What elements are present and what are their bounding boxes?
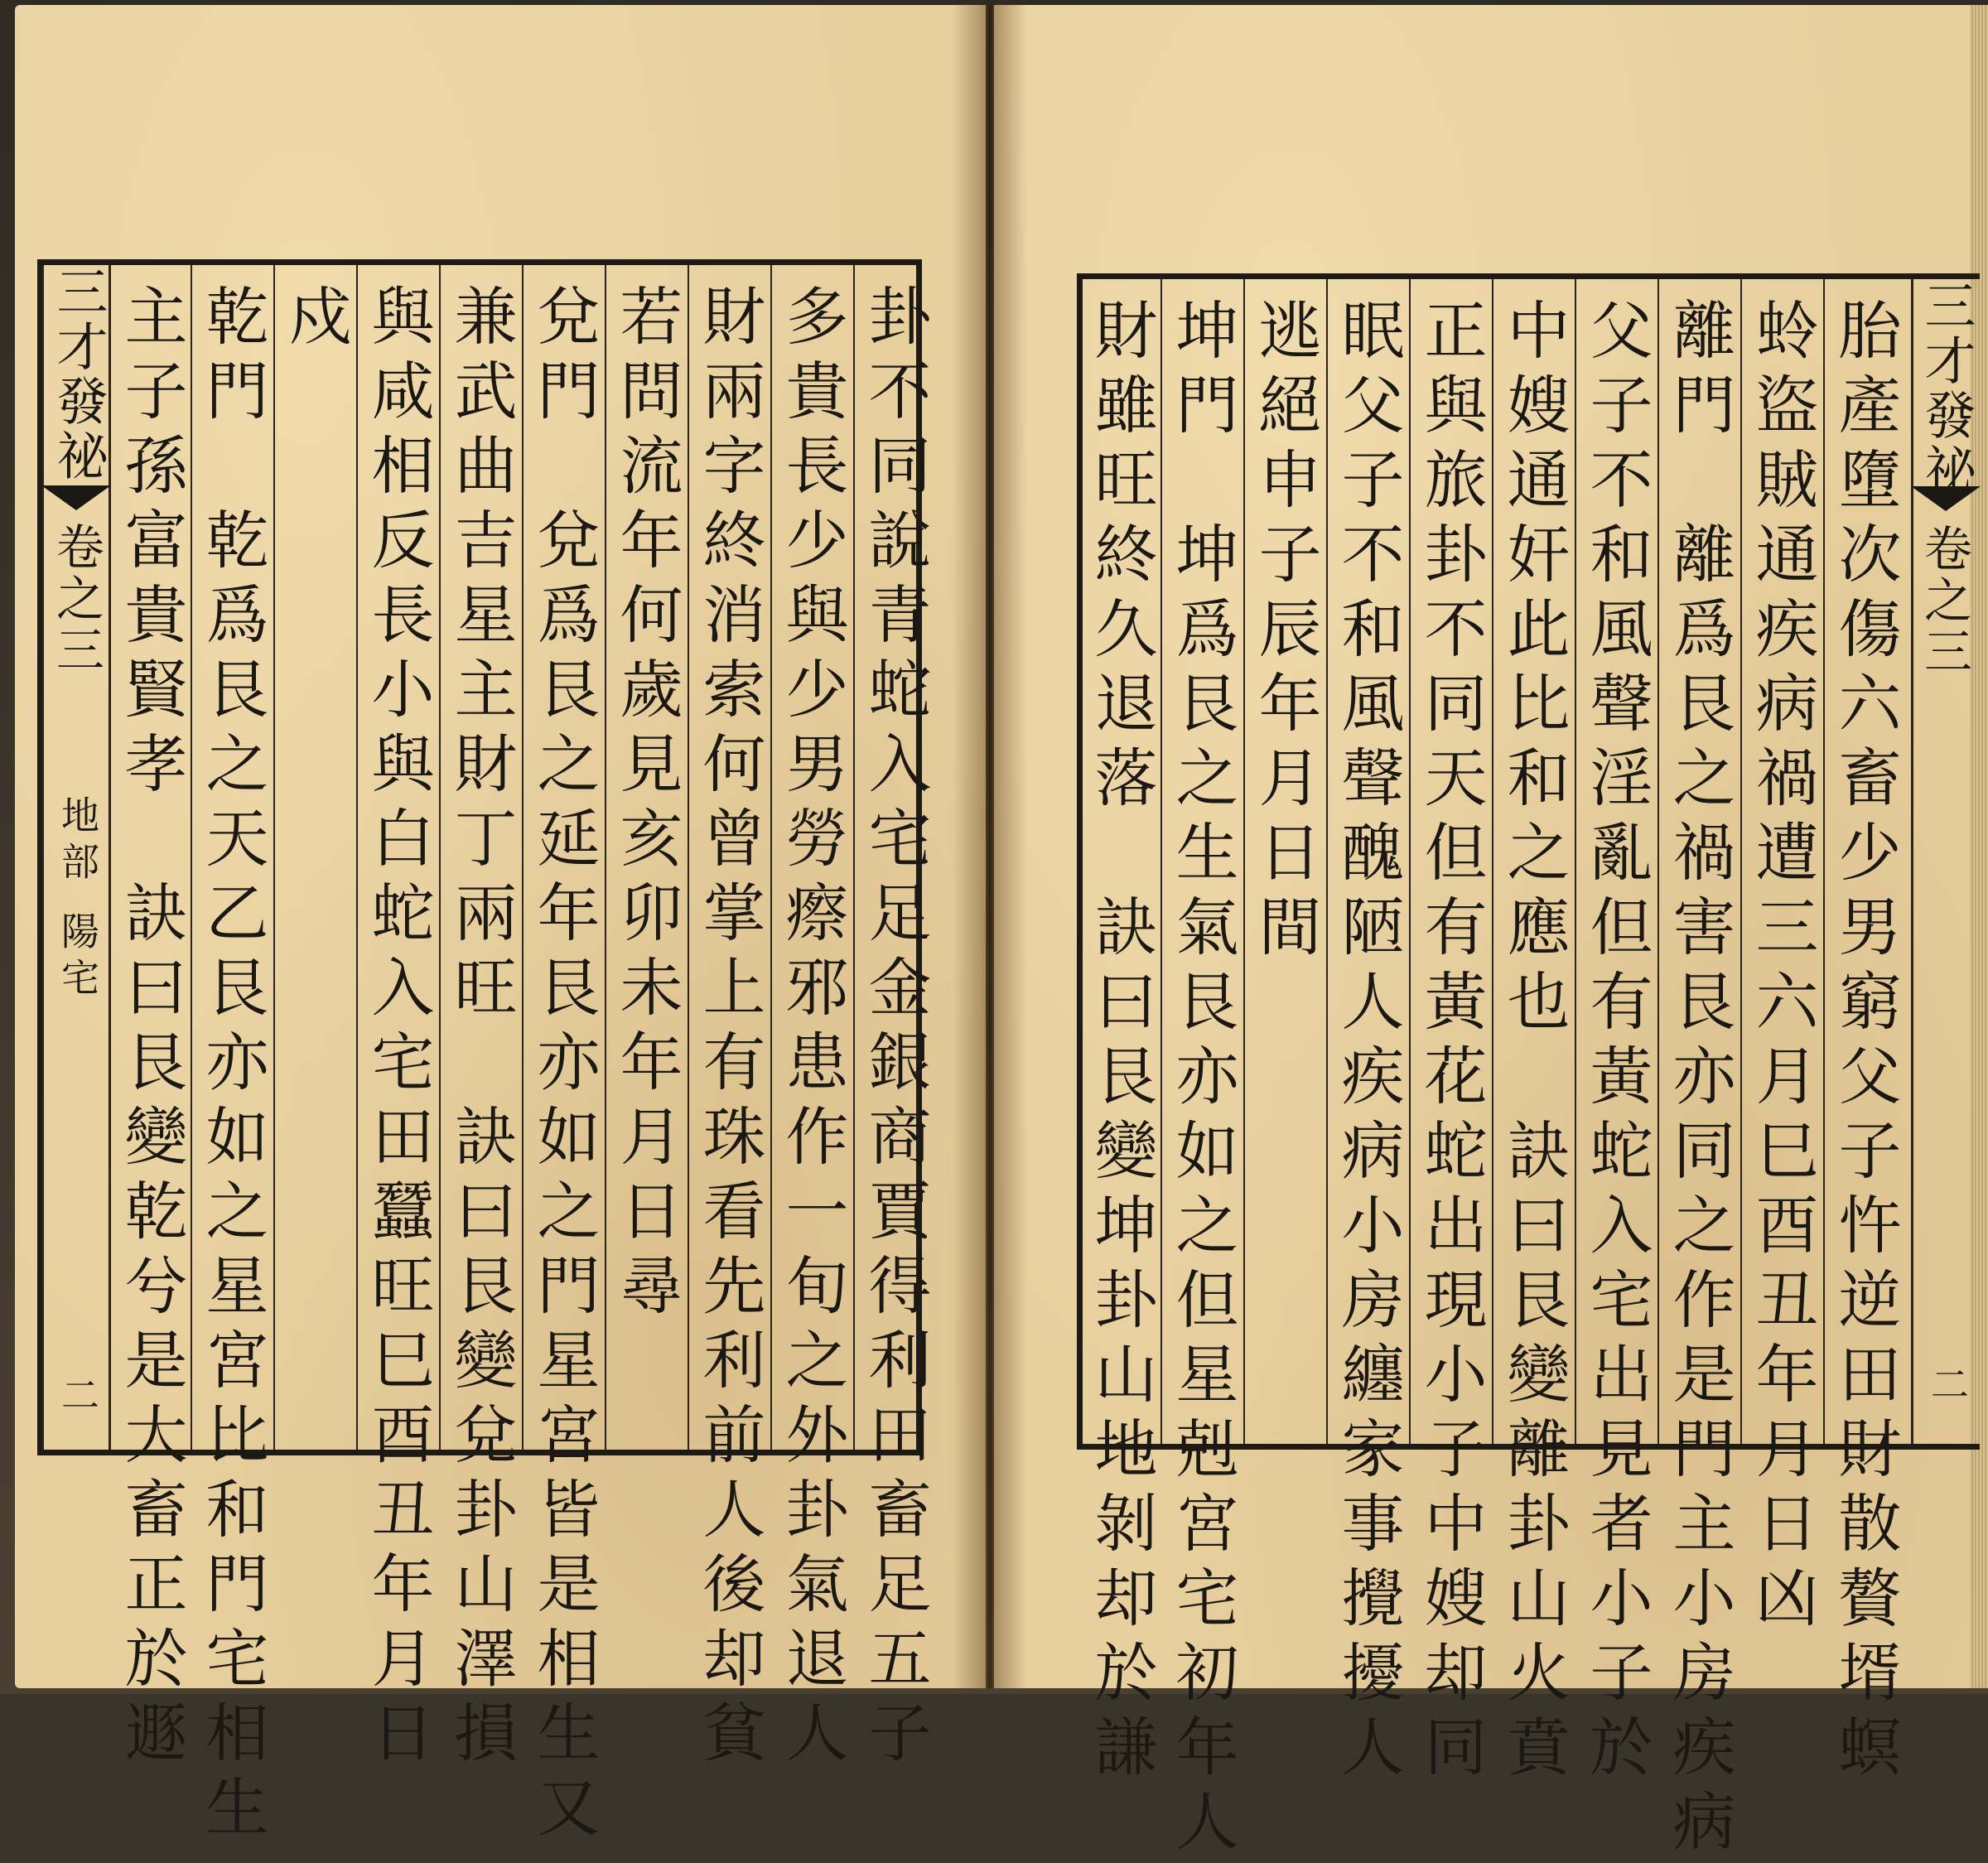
text-column: 兌門 兌爲艮之延年艮亦如之門星宮皆是相生又 [527,283,601,1849]
text-column: 財雖旺終久退落 訣曰艮變坤卦山地剝却於謙 [1084,297,1158,1788]
column-rule [273,265,275,1450]
text-column: 戍 [278,283,352,358]
right-margin-title: 三才發祕 [1916,279,1976,498]
column-rule [1740,279,1742,1444]
column-rule [1326,279,1328,1444]
left-margin-title: 三才發祕 [48,265,109,484]
text-column: 與咸相反長小與白蛇入宅田蠶旺巳酉丑年月日 [361,283,435,1774]
left-text-frame [37,259,932,1849]
text-column: 離門 離爲艮之禍害艮亦同之作是門主小房疾病 [1662,297,1736,1863]
text-column: 財兩字終消索何曾掌上有珠看先利前人後却貧 [692,283,766,1774]
fishtail-mark [1911,486,1981,511]
text-column: 眠父子不和風聲醜陋人疾病小房纏家事攪擾人 [1331,297,1405,1788]
text-column: 兼武曲吉星主財丁兩旺 訣曰艮變兌卦山澤損 [444,283,518,1774]
right-margin-folio: 二 [1925,1364,1970,1411]
text-column: 坤門 坤爲艮之生氣艮亦如之但星剋宮宅初年人 [1165,297,1239,1863]
column-rule [191,265,192,1450]
text-column: 正與旅卦不同天但有黃花蛇出現小子中嫂却同 [1414,297,1488,1788]
right-text-frame [1077,273,1980,1863]
text-column: 卦不同說青蛇入宅足金銀商賈得利田畜足五子 [858,283,932,1774]
text-column: 乾門 乾爲艮之天乙艮亦如之星宮比和門宅相生 [195,283,269,1849]
column-rule [1492,279,1493,1444]
column-rule [688,265,689,1450]
column-rule [1823,279,1825,1444]
fishtail-mark [41,485,111,510]
left-margin-column [41,265,111,1450]
column-rule [1243,279,1245,1444]
column-rule [770,265,772,1450]
text-column: 主子孫富貴賢孝 訣曰艮變乾兮是大畜正於遯 [114,283,188,1774]
right-margin-column [1911,279,1981,1444]
text-column: 父子不和風聲淫亂但有黃蛇入宅出見者小子於 [1580,297,1653,1788]
text-column: 中嫂通奸此比和之應也 訣曰艮變離卦山火賁 [1497,297,1571,1788]
column-rule [522,265,524,1450]
text-column: 若問流年何歲見亥卯未年月日尋 [610,283,683,1327]
column-rule [1575,279,1576,1444]
text-column: 胎產墮次傷六畜少男窮父子忤逆田財散贅壻螟 [1828,297,1902,1788]
left-margin-section: 地部 [55,795,100,888]
column-rule [1657,279,1659,1444]
column-rule [605,265,606,1450]
column-rule [1409,279,1411,1444]
column-rule [356,265,358,1450]
column-rule [1160,279,1162,1444]
left-margin-subsection: 陽宅 [55,911,100,1004]
left-margin-folio: 二 [55,1375,100,1421]
left-margin-volume: 卷之三 [48,522,104,676]
column-rule [439,265,441,1450]
text-column: 多貴長少與少男勞瘵邪患作一旬之外卦氣退人 [775,283,849,1774]
right-margin-volume: 卷之三 [1916,524,1972,678]
column-rule [853,265,855,1450]
text-column: 蛉盜賊通疾病禍遭三六月巳酉丑年月日凶 [1745,297,1819,1639]
text-column: 逃絕申子辰年月日間 [1248,297,1322,968]
